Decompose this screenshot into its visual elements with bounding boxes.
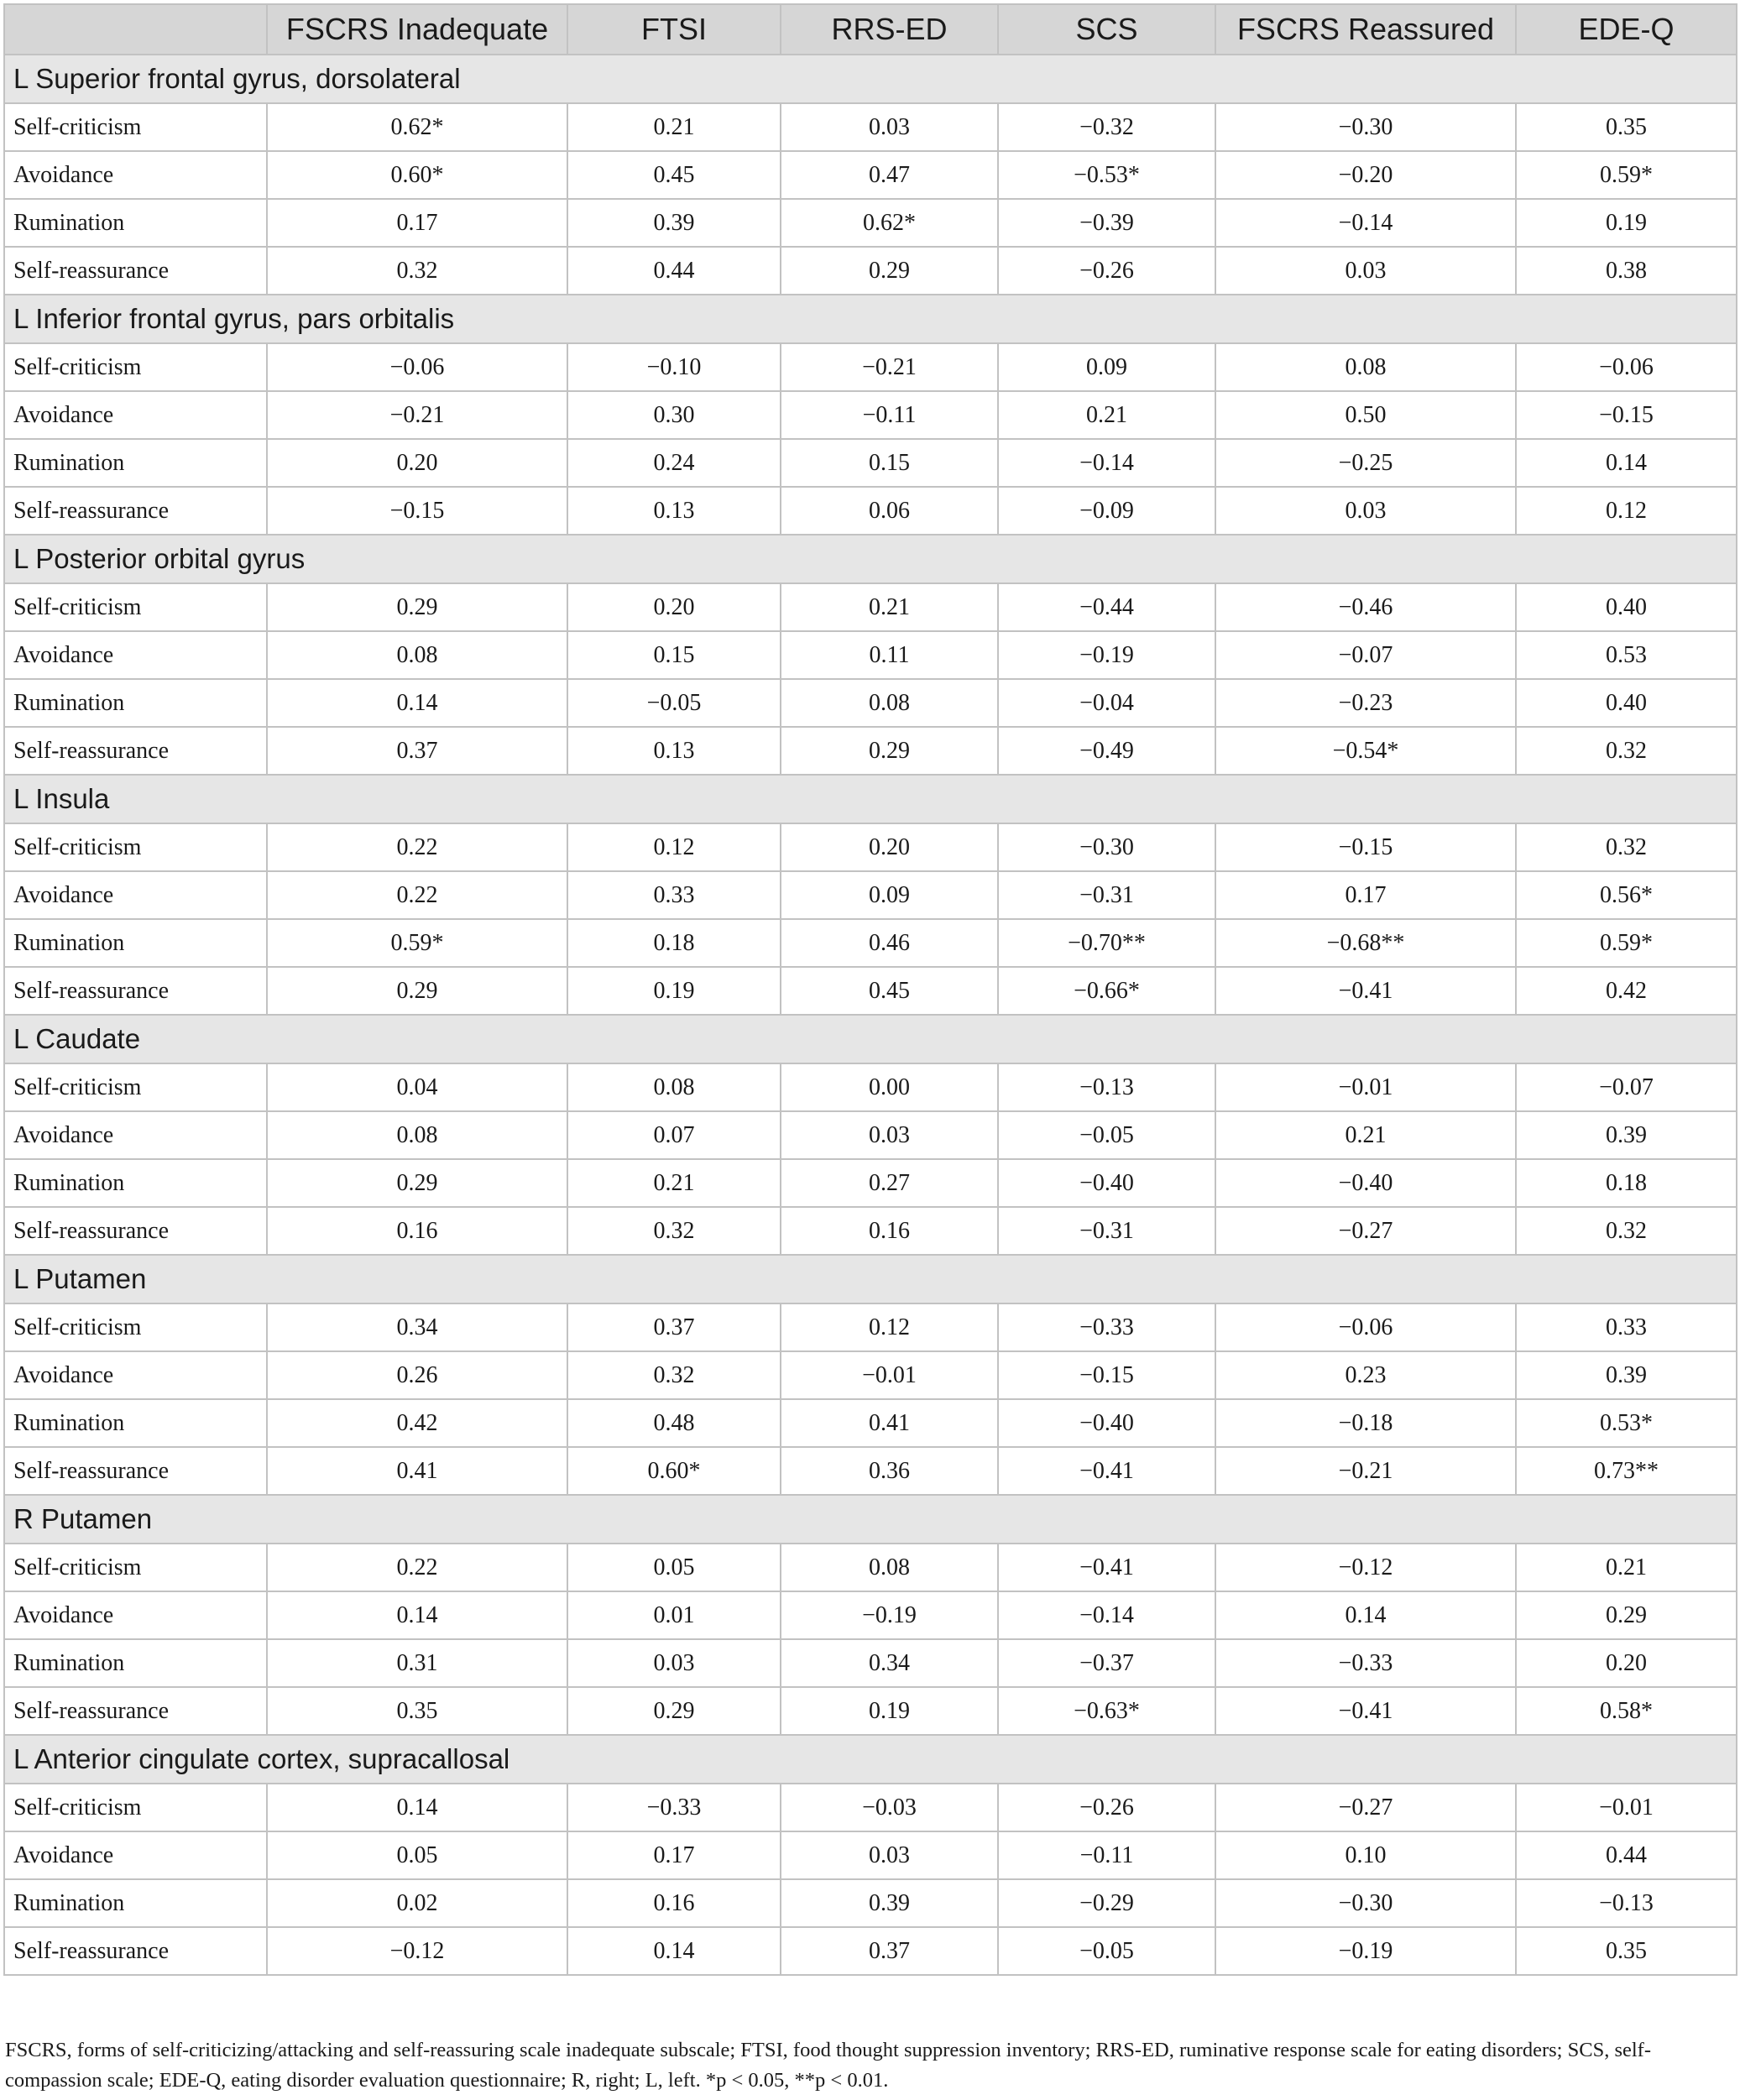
table-row	[4, 871, 1737, 919]
section-header-row	[4, 1255, 1737, 1303]
row-label: Self-criticism	[4, 343, 267, 391]
section-title: L Caudate	[4, 1015, 1737, 1063]
correlation-cell: 0.12	[567, 823, 781, 871]
row-label: Rumination	[4, 439, 267, 487]
row-label: Rumination	[4, 199, 267, 247]
table-row	[4, 343, 1737, 391]
row-label: Avoidance	[4, 1831, 267, 1879]
row-label: Self-reassurance	[4, 487, 267, 535]
correlation-cell: 0.18	[1516, 1159, 1737, 1207]
correlation-cell: 0.20	[781, 823, 998, 871]
correlation-cell: −0.12	[267, 1927, 567, 1975]
row-label: Avoidance	[4, 151, 267, 199]
row-label: Self-criticism	[4, 103, 267, 151]
correlation-cell: 0.59*	[1516, 151, 1737, 199]
correlation-cell: −0.21	[1215, 1447, 1516, 1495]
correlation-cell: 0.10	[1215, 1831, 1516, 1879]
correlation-cell: 0.62*	[781, 199, 998, 247]
correlation-cell: 0.37	[567, 1303, 781, 1351]
table-row	[4, 1687, 1737, 1735]
row-label: Avoidance	[4, 1351, 267, 1399]
row-label: Self-reassurance	[4, 967, 267, 1015]
table-row	[4, 1447, 1737, 1495]
correlation-cell: −0.41	[998, 1544, 1215, 1591]
correlation-cell: −0.68**	[1215, 919, 1516, 967]
correlation-cell: −0.41	[998, 1447, 1215, 1495]
correlation-cell: 0.45	[567, 151, 781, 199]
correlation-cell: 0.32	[567, 1207, 781, 1255]
correlation-cell: 0.19	[1516, 199, 1737, 247]
table-row	[4, 1927, 1737, 1975]
correlation-cell: −0.09	[998, 487, 1215, 535]
correlation-cell: 0.14	[267, 679, 567, 727]
correlation-cell: 0.17	[567, 1831, 781, 1879]
correlation-cell: −0.27	[1215, 1207, 1516, 1255]
correlation-cell: 0.21	[567, 103, 781, 151]
table-row	[4, 1831, 1737, 1879]
correlation-cell: 0.13	[567, 487, 781, 535]
correlation-cell: −0.15	[1516, 391, 1737, 439]
correlation-cell: 0.05	[567, 1544, 781, 1591]
correlation-cell: 0.34	[781, 1639, 998, 1687]
correlation-cell: 0.04	[267, 1063, 567, 1111]
section-header-row	[4, 55, 1737, 103]
row-label: Self-criticism	[4, 583, 267, 631]
correlation-cell: 0.60*	[267, 151, 567, 199]
table-row	[4, 1303, 1737, 1351]
correlation-cell: 0.27	[781, 1159, 998, 1207]
section-header-row	[4, 1495, 1737, 1544]
correlation-cell: 0.14	[1516, 439, 1737, 487]
correlation-cell: 0.22	[267, 871, 567, 919]
column-header: FSCRS Inadequate	[267, 4, 567, 55]
correlation-cell: −0.15	[267, 487, 567, 535]
section-header-row	[4, 295, 1737, 343]
correlation-cell: 0.14	[1215, 1591, 1516, 1639]
correlation-cell: 0.02	[267, 1879, 567, 1927]
correlation-cell: −0.44	[998, 583, 1215, 631]
section-header-row	[4, 1015, 1737, 1063]
correlation-cell: −0.03	[781, 1784, 998, 1831]
table-row	[4, 631, 1737, 679]
correlation-cell: 0.03	[1215, 247, 1516, 295]
correlation-cell: −0.25	[1215, 439, 1516, 487]
correlation-cell: −0.30	[998, 823, 1215, 871]
correlation-cell: −0.37	[998, 1639, 1215, 1687]
row-label: Self-reassurance	[4, 247, 267, 295]
correlation-cell: 0.32	[567, 1351, 781, 1399]
correlation-cell: −0.11	[781, 391, 998, 439]
table-row	[4, 1544, 1737, 1591]
correlation-cell: −0.10	[567, 343, 781, 391]
correlation-cell: 0.29	[267, 967, 567, 1015]
correlation-cell: 0.13	[567, 727, 781, 775]
table-row	[4, 199, 1737, 247]
correlation-cell: −0.63*	[998, 1687, 1215, 1735]
correlation-cell: 0.37	[267, 727, 567, 775]
correlation-cell: 0.14	[567, 1927, 781, 1975]
row-label: Rumination	[4, 1639, 267, 1687]
correlation-cell: 0.42	[1516, 967, 1737, 1015]
correlation-cell: −0.41	[1215, 967, 1516, 1015]
correlation-cell: −0.05	[998, 1111, 1215, 1159]
correlation-cell: −0.66*	[998, 967, 1215, 1015]
correlation-cell: −0.06	[267, 343, 567, 391]
table-row	[4, 487, 1737, 535]
correlation-cell: 0.03	[781, 103, 998, 151]
correlation-cell: 0.14	[267, 1784, 567, 1831]
correlation-cell: −0.29	[998, 1879, 1215, 1927]
correlation-cell: 0.22	[267, 823, 567, 871]
correlation-cell: 0.20	[567, 583, 781, 631]
table-row	[4, 1639, 1737, 1687]
table-row	[4, 727, 1737, 775]
correlation-cell: 0.34	[267, 1303, 567, 1351]
correlation-cell: −0.39	[998, 199, 1215, 247]
correlation-cell: 0.44	[1516, 1831, 1737, 1879]
correlation-cell: −0.18	[1215, 1399, 1516, 1447]
correlation-cell: −0.40	[998, 1159, 1215, 1207]
correlation-cell: 0.07	[567, 1111, 781, 1159]
row-label: Self-reassurance	[4, 1447, 267, 1495]
table-row	[4, 823, 1737, 871]
correlation-cell: 0.33	[567, 871, 781, 919]
correlation-cell: 0.21	[1215, 1111, 1516, 1159]
correlation-cell: 0.46	[781, 919, 998, 967]
section-title: R Putamen	[4, 1495, 1737, 1544]
correlation-cell: −0.05	[998, 1927, 1215, 1975]
correlation-cell: 0.18	[567, 919, 781, 967]
table-row	[4, 967, 1737, 1015]
correlation-cell: −0.01	[781, 1351, 998, 1399]
correlation-cell: −0.14	[998, 1591, 1215, 1639]
correlation-cell: −0.13	[1516, 1879, 1737, 1927]
correlation-cell: −0.14	[1215, 199, 1516, 247]
correlation-cell: 0.19	[781, 1687, 998, 1735]
correlation-cell: −0.06	[1516, 343, 1737, 391]
table-body	[4, 55, 1737, 1975]
correlation-cell: 0.32	[1516, 1207, 1737, 1255]
header-row	[4, 4, 1737, 55]
correlation-cell: 0.47	[781, 151, 998, 199]
correlation-cell: 0.40	[1516, 583, 1737, 631]
table-row	[4, 1351, 1737, 1399]
correlation-cell: 0.03	[781, 1831, 998, 1879]
row-label: Self-reassurance	[4, 1687, 267, 1735]
column-header: FTSI	[567, 4, 781, 55]
table-row	[4, 583, 1737, 631]
section-title: L Putamen	[4, 1255, 1737, 1303]
correlation-cell: −0.33	[998, 1303, 1215, 1351]
correlation-cell: −0.04	[998, 679, 1215, 727]
correlation-cell: 0.08	[267, 631, 567, 679]
correlation-cell: 0.44	[567, 247, 781, 295]
row-label: Avoidance	[4, 1591, 267, 1639]
section-header-row	[4, 1735, 1737, 1784]
table-row	[4, 1063, 1737, 1111]
correlation-cell: 0.08	[267, 1111, 567, 1159]
correlation-cell: 0.03	[1215, 487, 1516, 535]
correlation-cell: 0.20	[1516, 1639, 1737, 1687]
correlation-cell: −0.30	[1215, 1879, 1516, 1927]
correlation-cell: −0.21	[267, 391, 567, 439]
correlation-cell: 0.53	[1516, 631, 1737, 679]
correlation-cell: 0.37	[781, 1927, 998, 1975]
table-row	[4, 1784, 1737, 1831]
correlation-cell: 0.21	[1516, 1544, 1737, 1591]
correlation-cell: 0.59*	[1516, 919, 1737, 967]
correlation-cell: 0.41	[267, 1447, 567, 1495]
correlation-cell: 0.56*	[1516, 871, 1737, 919]
correlation-cell: −0.13	[998, 1063, 1215, 1111]
row-label: Rumination	[4, 679, 267, 727]
row-label: Rumination	[4, 1879, 267, 1927]
row-label: Rumination	[4, 1159, 267, 1207]
section-header-row	[4, 535, 1737, 583]
correlation-cell: −0.40	[1215, 1159, 1516, 1207]
correlation-cell: 0.32	[267, 247, 567, 295]
correlation-table	[3, 3, 1737, 1976]
correlation-cell: −0.31	[998, 1207, 1215, 1255]
table-footnote: FSCRS, forms of self-criticizing/attacking and self-reassuring scale inadequate subscale; FTSI, food thought suppression inventory; RRS-ED, ruminative response scale for eating disorders; SCS, self-compassion scale; EDE-Q, eating disorder evaluation questionnaire; R, right; L, left. *p < 0.05, **p < 0.01.	[5, 2039, 1651, 2092]
table-row	[4, 1399, 1737, 1447]
correlation-cell: 0.35	[1516, 1927, 1737, 1975]
header-cell-empty	[4, 4, 267, 55]
correlation-cell: 0.42	[267, 1399, 567, 1447]
correlation-cell: 0.35	[1516, 103, 1737, 151]
correlation-cell: 0.32	[1516, 727, 1737, 775]
row-label: Avoidance	[4, 391, 267, 439]
table-row	[4, 1591, 1737, 1639]
correlation-cell: 0.21	[567, 1159, 781, 1207]
correlation-cell: −0.33	[1215, 1639, 1516, 1687]
correlation-cell: −0.70**	[998, 919, 1215, 967]
correlation-cell: −0.19	[781, 1591, 998, 1639]
correlation-cell: 0.12	[781, 1303, 998, 1351]
correlation-cell: −0.11	[998, 1831, 1215, 1879]
correlation-cell: 0.30	[567, 391, 781, 439]
section-title: L Superior frontal gyrus, dorsolateral	[4, 55, 1737, 103]
correlation-cell: 0.22	[267, 1544, 567, 1591]
correlation-cell: 0.24	[567, 439, 781, 487]
row-label: Self-criticism	[4, 1544, 267, 1591]
correlation-cell: 0.15	[781, 439, 998, 487]
correlation-cell: 0.29	[1516, 1591, 1737, 1639]
correlation-cell: 0.00	[781, 1063, 998, 1111]
correlation-cell: −0.05	[567, 679, 781, 727]
correlation-cell: 0.29	[781, 247, 998, 295]
row-label: Self-criticism	[4, 823, 267, 871]
correlation-cell: 0.15	[567, 631, 781, 679]
table-row	[4, 391, 1737, 439]
correlation-cell: 0.31	[267, 1639, 567, 1687]
correlation-cell: −0.06	[1215, 1303, 1516, 1351]
table-row	[4, 1879, 1737, 1927]
section-title: L Inferior frontal gyrus, pars orbitalis	[4, 295, 1737, 343]
table-row	[4, 679, 1737, 727]
table-row	[4, 919, 1737, 967]
correlation-cell: −0.07	[1516, 1063, 1737, 1111]
correlation-cell: 0.29	[267, 1159, 567, 1207]
column-header: SCS	[998, 4, 1215, 55]
correlation-cell: 0.29	[781, 727, 998, 775]
correlation-cell: −0.20	[1215, 151, 1516, 199]
correlation-cell: −0.15	[1215, 823, 1516, 871]
correlation-cell: 0.03	[781, 1111, 998, 1159]
column-header: RRS-ED	[781, 4, 998, 55]
table-row	[4, 1111, 1737, 1159]
correlation-cell: −0.31	[998, 871, 1215, 919]
table-header	[4, 4, 1737, 55]
correlation-cell: 0.20	[267, 439, 567, 487]
correlation-cell: 0.36	[781, 1447, 998, 1495]
correlation-cell: 0.08	[1215, 343, 1516, 391]
correlation-cell: 0.58*	[1516, 1687, 1737, 1735]
correlation-cell: 0.35	[267, 1687, 567, 1735]
correlation-cell: −0.49	[998, 727, 1215, 775]
table-row	[4, 151, 1737, 199]
row-label: Avoidance	[4, 871, 267, 919]
row-label: Self-reassurance	[4, 1207, 267, 1255]
correlation-cell: −0.53*	[998, 151, 1215, 199]
correlation-cell: 0.21	[998, 391, 1215, 439]
row-label: Self-reassurance	[4, 727, 267, 775]
correlation-cell: 0.16	[781, 1207, 998, 1255]
correlation-cell: −0.01	[1516, 1784, 1737, 1831]
correlation-cell: 0.39	[1516, 1351, 1737, 1399]
table-row	[4, 103, 1737, 151]
correlation-cell: 0.16	[267, 1207, 567, 1255]
correlation-cell: 0.11	[781, 631, 998, 679]
row-label: Self-criticism	[4, 1303, 267, 1351]
correlation-cell: 0.03	[567, 1639, 781, 1687]
correlation-cell: 0.53*	[1516, 1399, 1737, 1447]
correlation-cell: 0.08	[567, 1063, 781, 1111]
correlation-cell: 0.29	[267, 583, 567, 631]
correlation-cell: −0.54*	[1215, 727, 1516, 775]
correlation-cell: 0.73**	[1516, 1447, 1737, 1495]
correlation-cell: −0.46	[1215, 583, 1516, 631]
correlation-cell: 0.59*	[267, 919, 567, 967]
correlation-cell: −0.14	[998, 439, 1215, 487]
correlation-cell: 0.21	[781, 583, 998, 631]
correlation-cell: 0.39	[567, 199, 781, 247]
correlation-cell: −0.41	[1215, 1687, 1516, 1735]
correlation-cell: −0.30	[1215, 103, 1516, 151]
correlation-cell: −0.23	[1215, 679, 1516, 727]
correlation-cell: −0.07	[1215, 631, 1516, 679]
correlation-cell: 0.16	[567, 1879, 781, 1927]
correlation-cell: 0.09	[781, 871, 998, 919]
row-label: Self-criticism	[4, 1063, 267, 1111]
correlation-cell: 0.40	[1516, 679, 1737, 727]
row-label: Rumination	[4, 919, 267, 967]
correlation-cell: 0.26	[267, 1351, 567, 1399]
correlation-cell: −0.32	[998, 103, 1215, 151]
row-label: Avoidance	[4, 631, 267, 679]
table-row	[4, 1159, 1737, 1207]
correlation-cell: 0.39	[1516, 1111, 1737, 1159]
correlation-cell: 0.06	[781, 487, 998, 535]
correlation-cell: 0.41	[781, 1399, 998, 1447]
row-label: Self-criticism	[4, 1784, 267, 1831]
correlation-cell: 0.17	[1215, 871, 1516, 919]
correlation-cell: 0.19	[567, 967, 781, 1015]
correlation-cell: 0.50	[1215, 391, 1516, 439]
table-row	[4, 439, 1737, 487]
section-header-row	[4, 775, 1737, 823]
correlation-cell: 0.32	[1516, 823, 1737, 871]
section-title: L Posterior orbital gyrus	[4, 535, 1737, 583]
section-title: L Anterior cingulate cortex, supracallosal	[4, 1735, 1737, 1784]
correlation-cell: 0.60*	[567, 1447, 781, 1495]
correlation-cell: −0.26	[998, 1784, 1215, 1831]
correlation-cell: −0.21	[781, 343, 998, 391]
correlation-cell: −0.19	[998, 631, 1215, 679]
table-row	[4, 1207, 1737, 1255]
correlation-cell: 0.39	[781, 1879, 998, 1927]
section-title: L Insula	[4, 775, 1737, 823]
correlation-cell: −0.15	[998, 1351, 1215, 1399]
correlation-cell: −0.40	[998, 1399, 1215, 1447]
correlation-cell: 0.08	[781, 679, 998, 727]
correlation-cell: −0.01	[1215, 1063, 1516, 1111]
correlation-cell: 0.17	[267, 199, 567, 247]
column-header: FSCRS Reassured	[1215, 4, 1516, 55]
correlation-cell: 0.33	[1516, 1303, 1737, 1351]
column-header: EDE-Q	[1516, 4, 1737, 55]
correlation-cell: −0.12	[1215, 1544, 1516, 1591]
correlation-cell: 0.14	[267, 1591, 567, 1639]
correlation-cell: 0.45	[781, 967, 998, 1015]
correlation-cell: 0.12	[1516, 487, 1737, 535]
correlation-cell: 0.29	[567, 1687, 781, 1735]
correlation-cell: −0.27	[1215, 1784, 1516, 1831]
correlation-cell: 0.08	[781, 1544, 998, 1591]
correlation-cell: 0.05	[267, 1831, 567, 1879]
correlation-cell: −0.19	[1215, 1927, 1516, 1975]
correlation-cell: 0.01	[567, 1591, 781, 1639]
correlation-cell: 0.38	[1516, 247, 1737, 295]
correlation-cell: −0.33	[567, 1784, 781, 1831]
correlation-cell: 0.48	[567, 1399, 781, 1447]
correlation-cell: 0.23	[1215, 1351, 1516, 1399]
correlation-cell: −0.26	[998, 247, 1215, 295]
correlation-cell: 0.09	[998, 343, 1215, 391]
table-row	[4, 247, 1737, 295]
correlation-cell: 0.62*	[267, 103, 567, 151]
row-label: Avoidance	[4, 1111, 267, 1159]
row-label: Rumination	[4, 1399, 267, 1447]
row-label: Self-reassurance	[4, 1927, 267, 1975]
